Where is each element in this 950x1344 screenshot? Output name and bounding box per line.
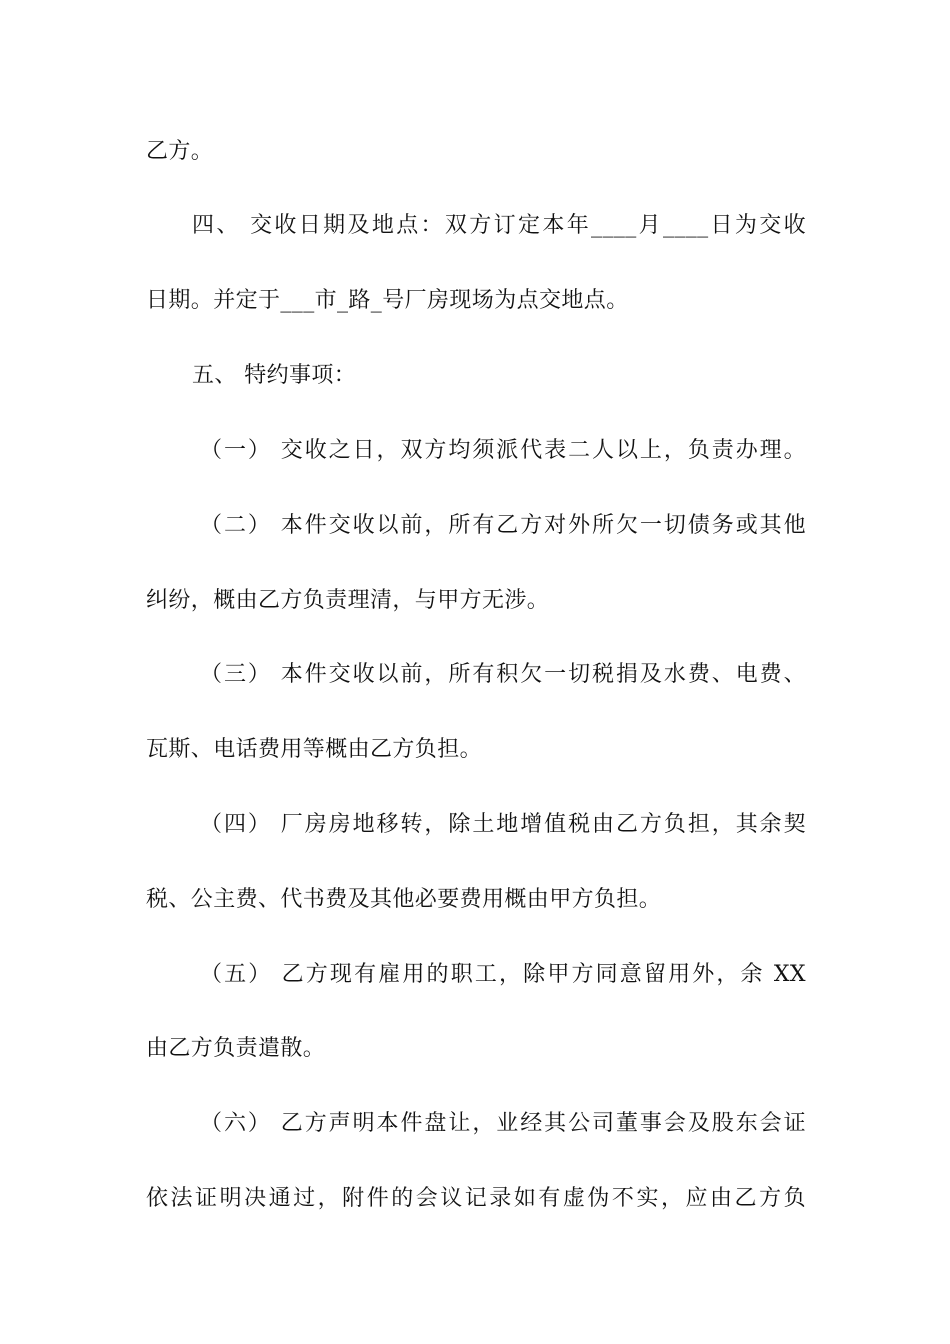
paragraph-line: 纠纷，概由乙方负责理清，与甲方无涉。: [146, 588, 550, 613]
paragraph-line: 乙方。: [146, 139, 214, 164]
paragraph-line: 日期。并定于___市_路_号厂房现场为点交地点。: [146, 288, 629, 313]
section-heading: 四、 交收日期及地点：双方订定本年____月____日为交收: [192, 213, 806, 238]
list-item: （五） 乙方现有雇用的职工，除甲方同意留用外，余 XX: [200, 962, 806, 987]
paragraph-line: 依法证明决通过，附件的会议记录如有虚伪不实，应由乙方负: [146, 1186, 806, 1211]
paragraph-line: 税、公主费、代书费及其他必要费用概由甲方负担。: [146, 887, 662, 912]
section-heading: 五、 特约事项：: [192, 363, 357, 388]
list-item: （二） 本件交收以前，所有乙方对外所欠一切债务或其他: [200, 513, 806, 538]
list-item: （六） 乙方声明本件盘让，业经其公司董事会及股东会证: [200, 1111, 806, 1136]
list-item: （三） 本件交收以前，所有积欠一切税捐及水费、电费、: [200, 662, 806, 687]
paragraph-line: 由乙方负责遣散。: [146, 1036, 326, 1061]
paragraph-line: 瓦斯、电话费用等概由乙方负担。: [146, 737, 483, 762]
list-item: （四） 厂房房地移转，除土地增值税由乙方负担，其余契: [200, 812, 806, 837]
list-item: （一） 交收之日，双方均须派代表二人以上，负责办理。: [200, 438, 806, 463]
